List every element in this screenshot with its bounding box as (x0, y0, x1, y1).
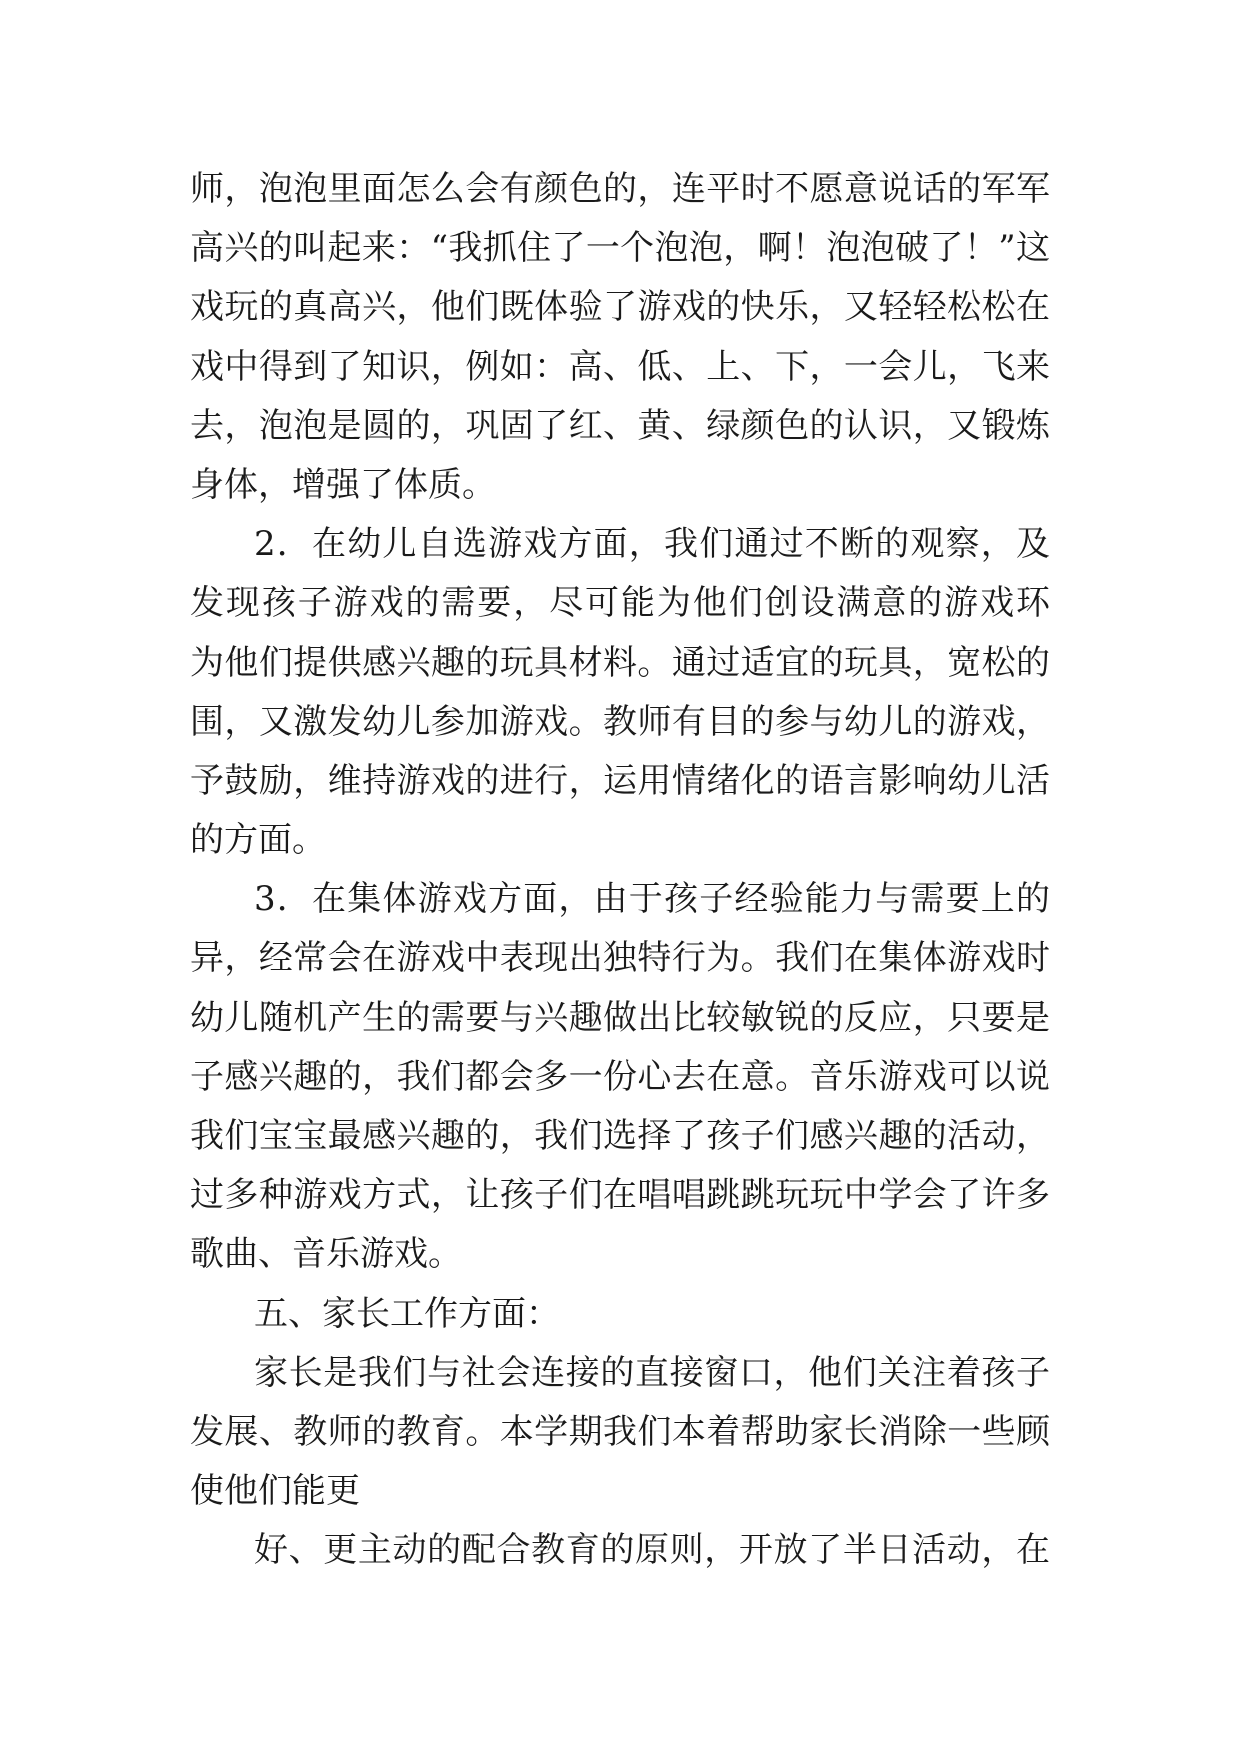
text-line: 过多种游戏方式，让孩子们在唱唱跳跳玩玩中学会了许多 (190, 1175, 1050, 1216)
text-line: 为他们提供感兴趣的玩具材料。通过适宜的玩具，宽松的 (190, 642, 1050, 683)
text-line: 戏玩的真高兴，他们既体验了游戏的快乐，又轻轻松松在 (190, 287, 1050, 328)
text-line: 好、更主动的配合教育的原则，开放了半日活动，在 (254, 1530, 1050, 1571)
document-body (190, 160, 1050, 1581)
text-line: 歌曲、音乐游戏。 (190, 1234, 462, 1275)
text-line: 围，又激发幼儿参加游戏。教师有目的参与幼儿的游戏， (190, 701, 1050, 742)
text-line: 使他们能更 (190, 1471, 360, 1512)
text-line: 高兴的叫起来：“我抓住了一个泡泡，啊！泡泡破了！”这 (190, 228, 1050, 269)
text-line: 2．在幼儿自选游戏方面，我们通过不断的观察，及 (254, 524, 1050, 565)
text-line: 异，经常会在游戏中表现出独特行为。我们在集体游戏时 (190, 938, 1050, 979)
text-line: 五、家长工作方面： (254, 1293, 560, 1334)
text-line: 师，泡泡里面怎么会有颜色的，连平时不愿意说话的军军 (190, 169, 1050, 209)
text-line: 发展、教师的教育。本学期我们本着帮助家长消除一些顾 (190, 1411, 1050, 1452)
text-line: 家长是我们与社会连接的直接窗口，他们关注着孩子 (254, 1352, 1050, 1393)
text-line: 身体，增强了体质。 (190, 464, 496, 505)
text-line: 的方面。 (190, 820, 326, 861)
text-line: 幼儿随机产生的需要与兴趣做出比较敏锐的反应，只要是 (190, 997, 1050, 1038)
text-line: 去，泡泡是圆的，巩固了红、黄、绿颜色的认识，又锻炼 (190, 405, 1050, 446)
text-line: 子感兴趣的，我们都会多一份心去在意。音乐游戏可以说 (190, 1056, 1050, 1097)
text-line: 我们宝宝最感兴趣的，我们选择了孩子们感兴趣的活动， (190, 1116, 1050, 1156)
text-line: 发现孩子游戏的需要，尽可能为他们创设满意的游戏环 (190, 583, 1050, 624)
text-line: 3．在集体游戏方面，由于孩子经验能力与需要上的 (254, 879, 1050, 920)
text-line: 戏中得到了知识，例如：高、低、上、下，一会儿，飞来 (190, 346, 1050, 387)
text-line: 予鼓励，维持游戏的进行，运用情绪化的语言影响幼儿活 (190, 760, 1050, 801)
